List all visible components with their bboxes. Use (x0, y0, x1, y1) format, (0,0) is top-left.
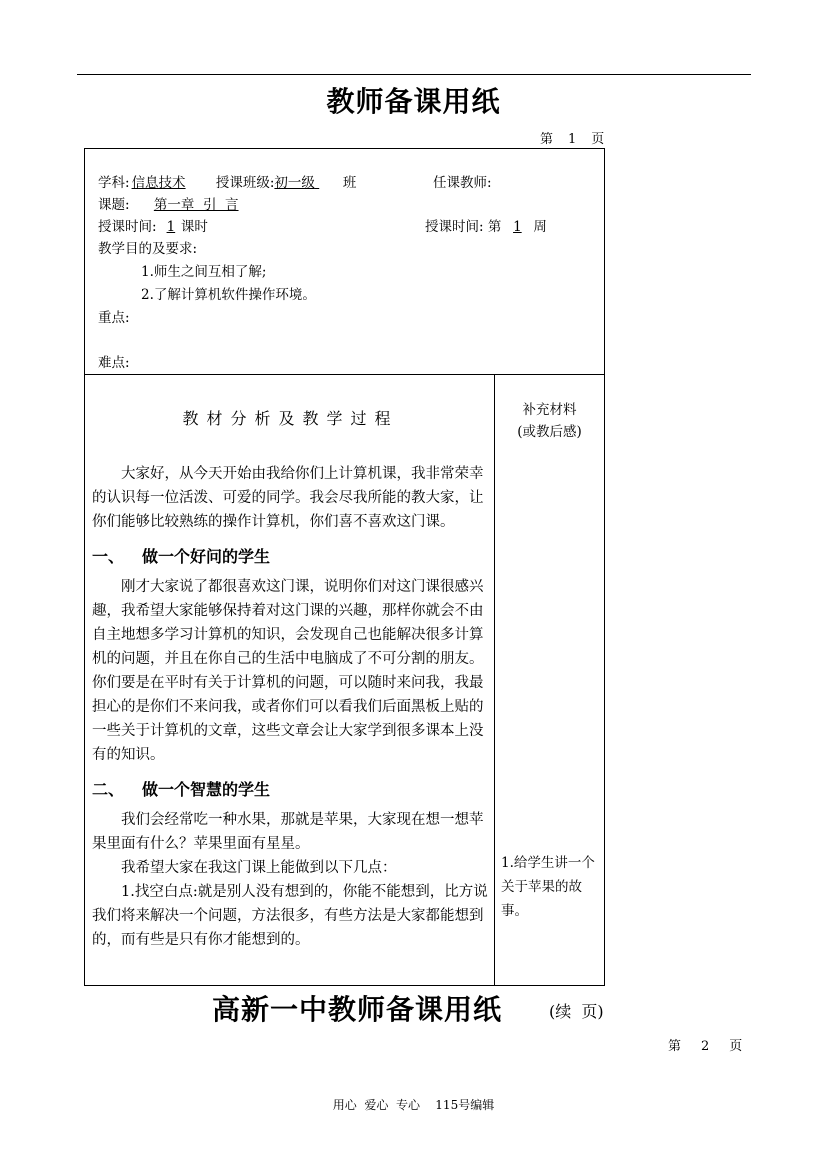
continued-label: (续 页) (549, 1002, 604, 1021)
footnote: 用心 爱心 专心 115号编辑 (332, 1098, 495, 1112)
heading-2: 二、 做一个智慧的学生 (92, 780, 271, 799)
side-note: 1.给学生讲一个关于苹果的故事。 (501, 855, 595, 919)
page-title: 教师备课用纸 (326, 85, 501, 118)
section-title: 教材分析及教学过程 (182, 409, 399, 428)
supplementary-column (494, 374, 605, 986)
intro-paragraph: 大家好，从今天开始由我给你们上计算机课，我非常荣幸的认识每一位活泼、可爱的同学。我会尽我所能的教大家，让你们能够比较熟练的操作计算机，你们喜不喜欢这门课。 (92, 466, 484, 530)
page-number-2: 第 2 页 (668, 1039, 743, 1054)
page-number-1: 第 1 页 (540, 132, 605, 147)
goal-item: 2.了解计算机软件操作环境。 (141, 287, 316, 303)
teaching-process-column (84, 374, 495, 986)
paragraph: 我们会经常吃一种水果，那就是苹果，大家现在想一想苹果里面有什么？苹果里面有星星。 (92, 812, 484, 852)
lesson-info-box (84, 148, 605, 375)
key-points-label: 重点: (98, 310, 130, 326)
paragraph: 我希望大家在我这门课上能做到以下几点： (121, 860, 397, 876)
heading-1: 一、 做一个好问的学生 (92, 547, 271, 566)
topic-row: 课题: 第一章 引 言 (98, 197, 239, 213)
header-rule (77, 74, 751, 75)
continuation-title: 高新一中教师备课用纸 (212, 993, 503, 1026)
week-row: 授课时间: 第 1 周 (425, 219, 547, 235)
paragraph: 刚才大家说了都很喜欢这门课，说明你们对这门课很感兴趣，我希望大家能够保持着对这门课的兴趣，那样你就会不由自主地想多学习计算机的知识，会发现自己也能解决很多计算机的问题，并且在你自己的生活中电脑成了不可分割的朋友。你们要是在平时有关于计算机的问题，可以随时来问我，我最担心的是你们不来问我，或者你们可以看我们后面黑板上贴的一些关于计算机的文章，这些文章会让大家学到很多课本上没有的知识。 (92, 579, 484, 763)
goal-item: 1.师生之间互相了解; (141, 264, 267, 280)
subject-row: 学科: 信息技术 授课班级:初一级 班 (98, 175, 357, 191)
side-title: 补充材料 (或教后感) (517, 402, 582, 440)
teacher-row: 任课教师: (433, 175, 492, 191)
paragraph: 1.找空白点:就是别人没有想到的，你能不能想到，比方说我们将来解决一个问题，方法很多，有些方法是大家都能想到的，而有些是只有你才能想到的。 (92, 884, 488, 948)
lesson-body (92, 462, 489, 952)
goals-label: 教学目的及要求: (98, 241, 198, 257)
hours-row: 授课时间: 1 课时 (98, 219, 208, 235)
difficulty-label: 难点: (98, 355, 130, 371)
